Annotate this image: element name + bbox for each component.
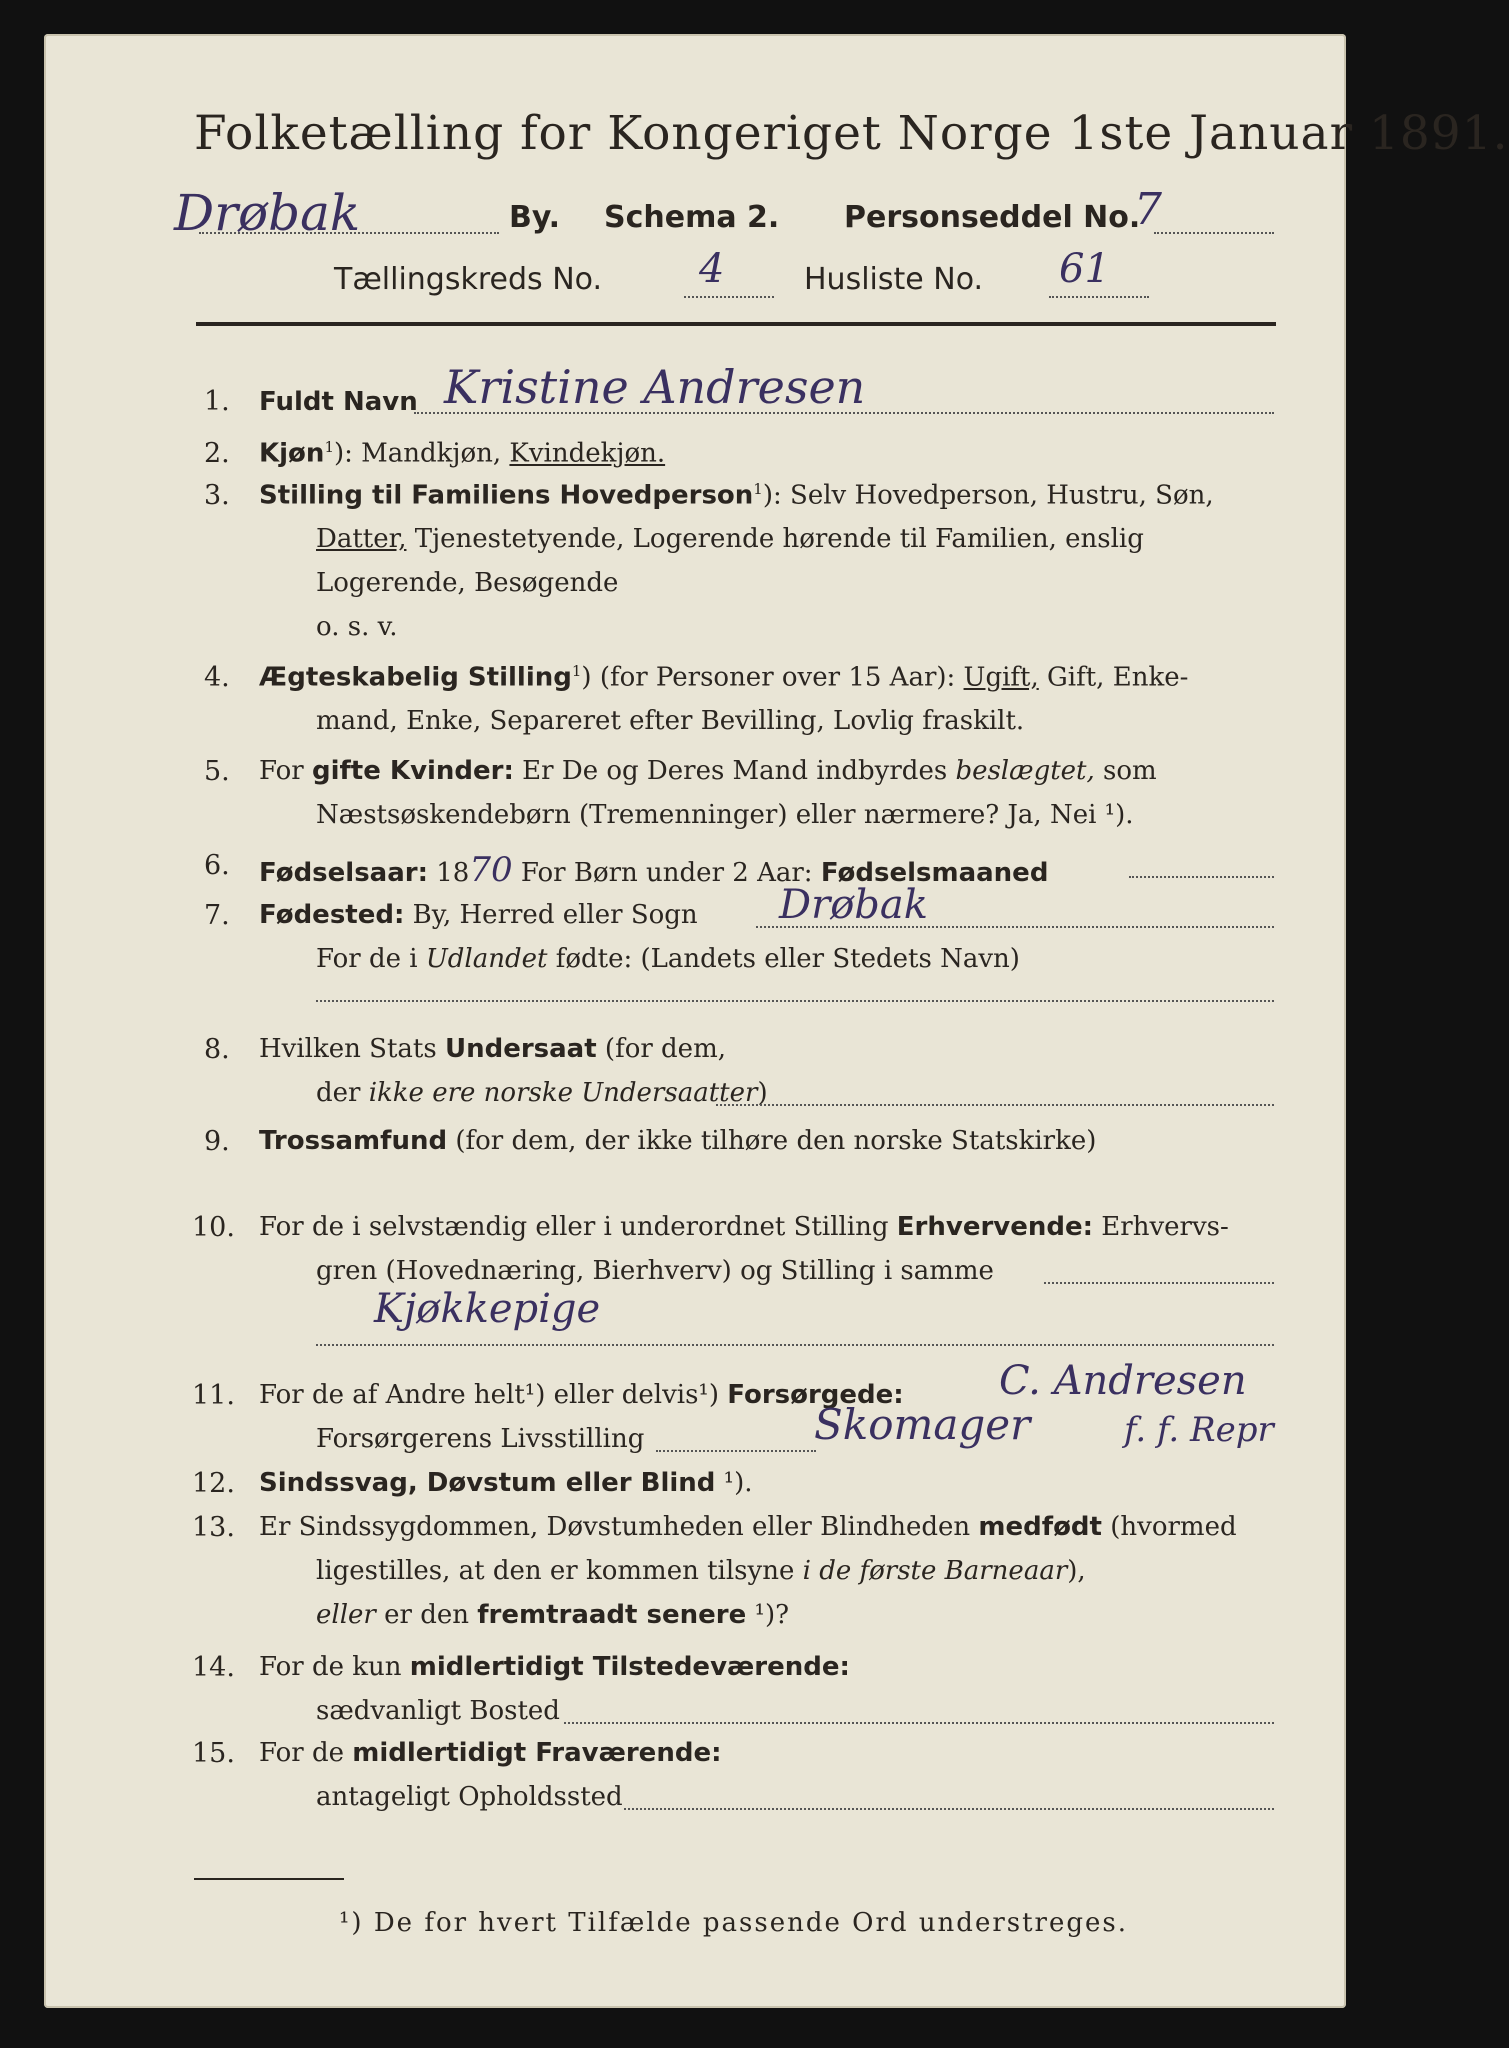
temp-absent-label: midlertidigt Fraværende: bbox=[352, 1738, 722, 1768]
married-women-label: gifte Kvinder: bbox=[311, 756, 514, 786]
taellingskreds-number: 4 bbox=[699, 246, 725, 292]
disability-row: Sindssvag, Døvstum eller Blind ¹). bbox=[259, 1468, 753, 1498]
marital-status-underlined-value: Ugift, bbox=[963, 662, 1039, 693]
full-name-label: Fuldt Navn bbox=[259, 387, 418, 417]
birthplace-value: Drøbak bbox=[779, 882, 928, 928]
gender-row: Kjøn$^1$): Mandkjøn, Kvindekjøn. bbox=[259, 438, 666, 469]
gender-underlined-value: Kvindekjøn. bbox=[509, 438, 666, 469]
footnote: ¹) De for hvert Tilfælde passende Ord understreges. bbox=[339, 1908, 1129, 1938]
birth-year-label: Fødselsaar: bbox=[259, 858, 428, 888]
item-number: 6. bbox=[204, 850, 230, 881]
marital-status-row: Ægteskabelig Stilling$^1$) (for Personer over 15 Aar): Ugift, Gift, Enke- bbox=[259, 662, 1189, 693]
usual-residence-line bbox=[564, 1722, 1274, 1724]
marital-status-line2: mand, Enke, Separeret efter Bevilling, Lovlig fraskilt. bbox=[316, 706, 1025, 736]
taellingskreds-dotted-line bbox=[684, 296, 774, 298]
item-number: 12. bbox=[192, 1468, 235, 1499]
temp-present-label: midlertidigt Tilstedeværende: bbox=[409, 1652, 850, 1682]
item-number: 14. bbox=[192, 1652, 235, 1683]
disability-label: Sindssvag, Døvstum eller Blind bbox=[259, 1468, 716, 1498]
temp-absent-row: For de midlertidigt Fraværende: bbox=[259, 1738, 722, 1768]
occupation-line3 bbox=[316, 1344, 1274, 1346]
marital-status-label: Ægteskabelig Stilling bbox=[259, 662, 572, 693]
birth-year-value: 70 bbox=[469, 850, 513, 890]
religion-row: Trossamfund (for dem, der ikke tilhøre den norske Statskirke) bbox=[259, 1126, 1097, 1156]
census-form bbox=[44, 34, 1509, 2008]
personseddel-number: 7 bbox=[1134, 184, 1162, 235]
occupation-label: Erhvervende: bbox=[896, 1212, 1094, 1242]
congenital-line2: ligestilles, at den er kommen tilsyne i de første Barneaar), bbox=[316, 1556, 1086, 1586]
item-number: 7. bbox=[204, 900, 230, 931]
husliste-number: 61 bbox=[1059, 246, 1110, 292]
usual-residence-label: sædvanligt Bosted bbox=[316, 1696, 560, 1726]
family-position-line4: o. s. v. bbox=[316, 612, 398, 642]
religion-label: Trossamfund bbox=[259, 1126, 448, 1156]
husliste-dotted-line bbox=[1049, 296, 1149, 298]
birthplace-row: Fødested: By, Herred eller Sogn bbox=[259, 900, 698, 930]
item-number: 4. bbox=[204, 662, 230, 693]
gender-label: Kjøn bbox=[259, 438, 325, 469]
full-name-line bbox=[414, 412, 1274, 414]
married-women-row: For gifte Kvinder: Er De og Deres Mand indbyrdes beslægtet, som bbox=[259, 756, 1157, 786]
citizenship-label: Undersaat bbox=[444, 1034, 597, 1064]
husliste-label: Husliste No. bbox=[804, 262, 984, 297]
supporter-occupation-value: Skomager bbox=[814, 1400, 1031, 1449]
later-onset-label: fremtraadt senere bbox=[477, 1600, 747, 1630]
supported-label: Forsørgede: bbox=[727, 1380, 904, 1410]
by-label: By. bbox=[509, 200, 561, 235]
temp-present-row: For de kun midlertidigt Tilstedeværende: bbox=[259, 1652, 850, 1682]
footnote-rule bbox=[194, 1878, 344, 1880]
birthplace-line bbox=[756, 926, 1274, 928]
form-title: Folketælling for Kongeriget Norge 1ste Januar 1891. bbox=[194, 106, 1509, 161]
taellingskreds-label: Tællingskreds No. bbox=[334, 262, 602, 297]
citizenship-row: Hvilken Stats Undersaat (for dem, bbox=[259, 1034, 726, 1064]
congenital-row: Er Sindssygdommen, Døvstumheden eller Blindheden medfødt (hvormed bbox=[259, 1512, 1237, 1542]
likely-residence-label: antageligt Opholdssted bbox=[316, 1782, 623, 1812]
married-women-line2: Næstsøskendebørn (Tremenninger) eller nærmere? Ja, Nei ¹). bbox=[316, 800, 1134, 830]
citizenship-line2: der ikke ere norske Undersaatter) bbox=[316, 1078, 768, 1108]
item-number: 15. bbox=[192, 1738, 235, 1769]
item-number: 11. bbox=[192, 1380, 235, 1411]
congenital-label: medfødt bbox=[978, 1512, 1102, 1542]
supported-row: For de af Andre helt¹) eller delvis¹) Forsørgede: bbox=[259, 1380, 904, 1410]
item-number: 8. bbox=[204, 1034, 230, 1065]
personseddel-dotted-line bbox=[1154, 232, 1274, 234]
town-handwritten: Drøbak bbox=[174, 184, 361, 242]
town-dotted-line bbox=[199, 232, 499, 234]
birth-year-row: Fødselsaar: 1870 For Børn under 2 Aar: Fødselsmaaned bbox=[259, 850, 1049, 890]
family-position-line2: Datter, Tjenestetyende, Logerende hørende til Familien, enslig bbox=[316, 524, 1144, 554]
personseddel-label: Personseddel No. bbox=[844, 200, 1141, 235]
item-number: 13. bbox=[192, 1512, 235, 1543]
item-number: 10. bbox=[192, 1212, 235, 1243]
likely-residence-line bbox=[624, 1808, 1274, 1810]
birthplace-foreign-line bbox=[316, 1000, 1274, 1002]
header-rule bbox=[196, 322, 1276, 326]
item-number: 3. bbox=[204, 480, 230, 511]
birth-month-line bbox=[1129, 876, 1274, 878]
congenital-line3: eller er den fremtraadt senere ¹)? bbox=[316, 1600, 790, 1630]
citizenship-line bbox=[716, 1104, 1274, 1106]
occupation-line2: gren (Hovednæring, Bierhverv) og Stilling i samme bbox=[316, 1256, 994, 1286]
supporter-occupation-label: Forsørgerens Livsstilling bbox=[316, 1424, 645, 1454]
supporter-place-value: f. f. Repr bbox=[1124, 1410, 1274, 1450]
occupation-value: Kjøkkepige bbox=[374, 1286, 601, 1332]
birth-month-label: Fødselsmaaned bbox=[820, 858, 1049, 888]
birthplace-foreign-row: For de i Udlandet fødte: (Landets eller Stedets Navn) bbox=[316, 944, 1020, 974]
occupation-line2-dots bbox=[1044, 1282, 1274, 1284]
supporter-name-value: C. Andresen bbox=[999, 1358, 1247, 1404]
item-number: 2. bbox=[204, 438, 230, 469]
item-number: 1. bbox=[204, 386, 230, 417]
family-position-label: Stilling til Familiens Hovedperson bbox=[259, 480, 754, 511]
schema-label: Schema 2. bbox=[604, 200, 780, 235]
item-number: 5. bbox=[204, 756, 230, 787]
family-position-underlined-value: Datter, bbox=[316, 524, 407, 554]
supporter-occupation-line bbox=[656, 1450, 816, 1452]
family-position-line3: Logerende, Besøgende bbox=[316, 568, 619, 598]
family-position-row: Stilling til Familiens Hovedperson$^1$): Selv Hovedperson, Hustru, Søn, bbox=[259, 480, 1214, 511]
item-number: 9. bbox=[204, 1126, 230, 1157]
occupation-row: For de i selvstændig eller i underordnet Stilling Erhvervende: Erhvervs- bbox=[259, 1212, 1229, 1242]
birthplace-label: Fødested: bbox=[259, 900, 405, 930]
full-name-value: Kristine Andresen bbox=[444, 360, 866, 414]
